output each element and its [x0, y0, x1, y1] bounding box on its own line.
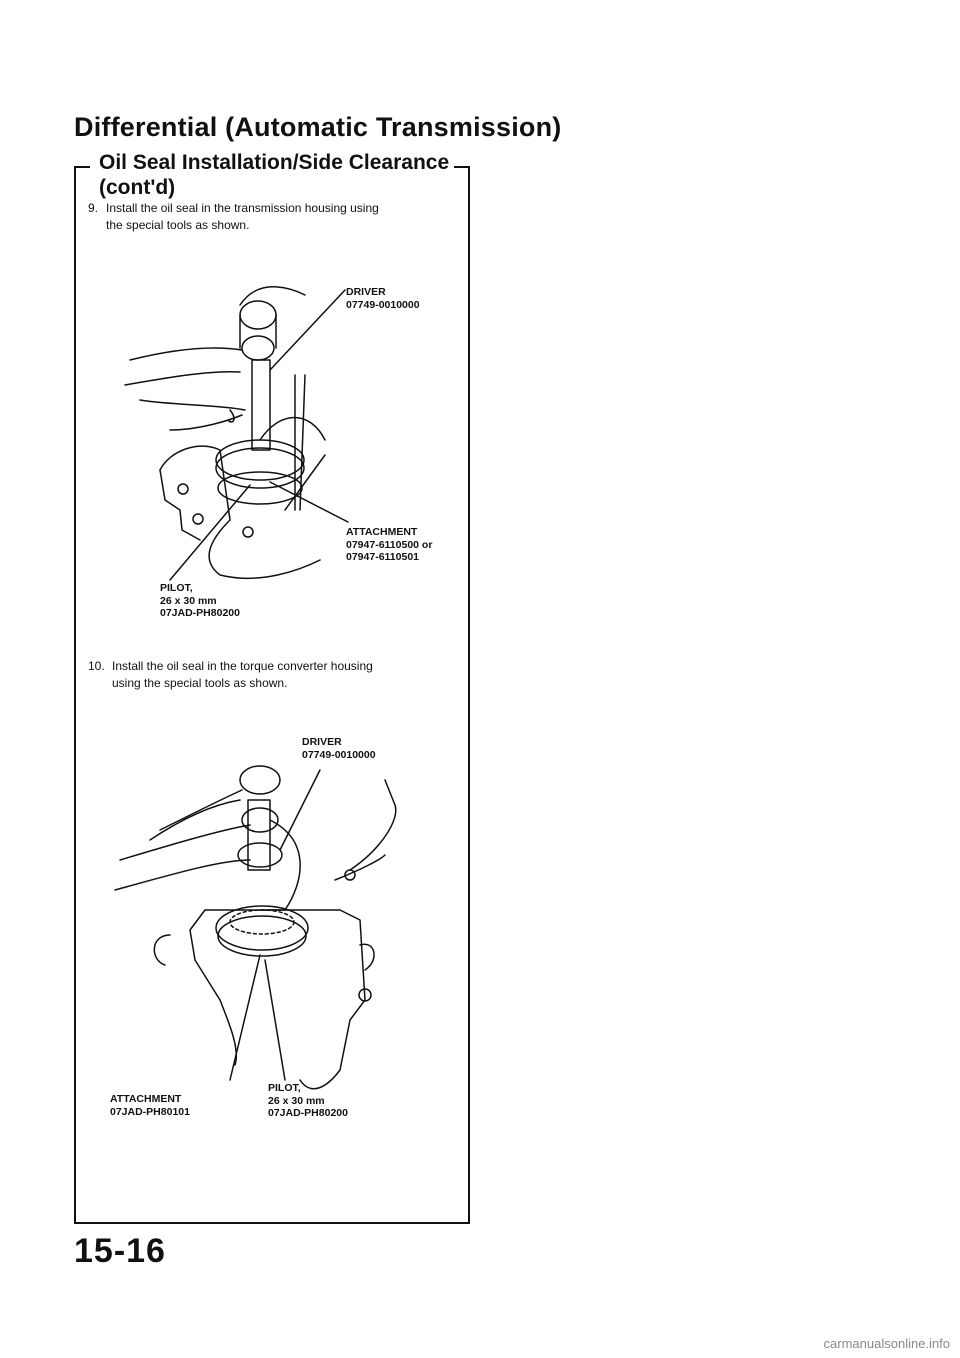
step10-pilot-callout: PILOT, 26 x 30 mm 07JAD-PH80200 — [268, 1082, 348, 1119]
section-title-line1: Oil Seal Installation/Side Clearance — [99, 151, 450, 174]
step-text-line1: Install the oil seal in the torque converter housing — [112, 659, 373, 673]
section-title-line2: (cont'd) — [99, 176, 176, 199]
step-text — [88, 658, 458, 692]
step9-attachment-callout: ATTACHMENT 07947-6110500 or 07947-6110501 — [346, 526, 433, 563]
step-9 — [88, 200, 458, 234]
section-frame-top-right — [454, 166, 470, 168]
step10-attachment-callout: ATTACHMENT 07JAD-PH80101 — [110, 1093, 190, 1118]
page-number: 15-16 — [74, 1232, 166, 1270]
step-text-line2: using the special tools as shown. — [112, 676, 288, 690]
step10-driver-callout: DRIVER 07749-0010000 — [302, 736, 376, 761]
step-10 — [88, 658, 458, 692]
illustration-torque-converter-housing-seal — [110, 760, 460, 1100]
section-frame-top-left — [74, 166, 90, 168]
site-watermark: carmanualsonline.info — [823, 1336, 950, 1351]
step-text — [88, 200, 458, 234]
step-number: 9. — [88, 201, 99, 215]
step9-pilot-callout: PILOT, 26 x 30 mm 07JAD-PH80200 — [160, 582, 240, 619]
step9-driver-callout: DRIVER 07749-0010000 — [346, 286, 420, 311]
page-heading: Differential (Automatic Transmission) — [74, 112, 562, 142]
step-text-line2: the special tools as shown. — [106, 218, 250, 232]
section-title — [99, 150, 449, 200]
step-number: 10. — [88, 659, 105, 673]
step-text-line1: Install the oil seal in the transmission housing using — [106, 201, 379, 215]
